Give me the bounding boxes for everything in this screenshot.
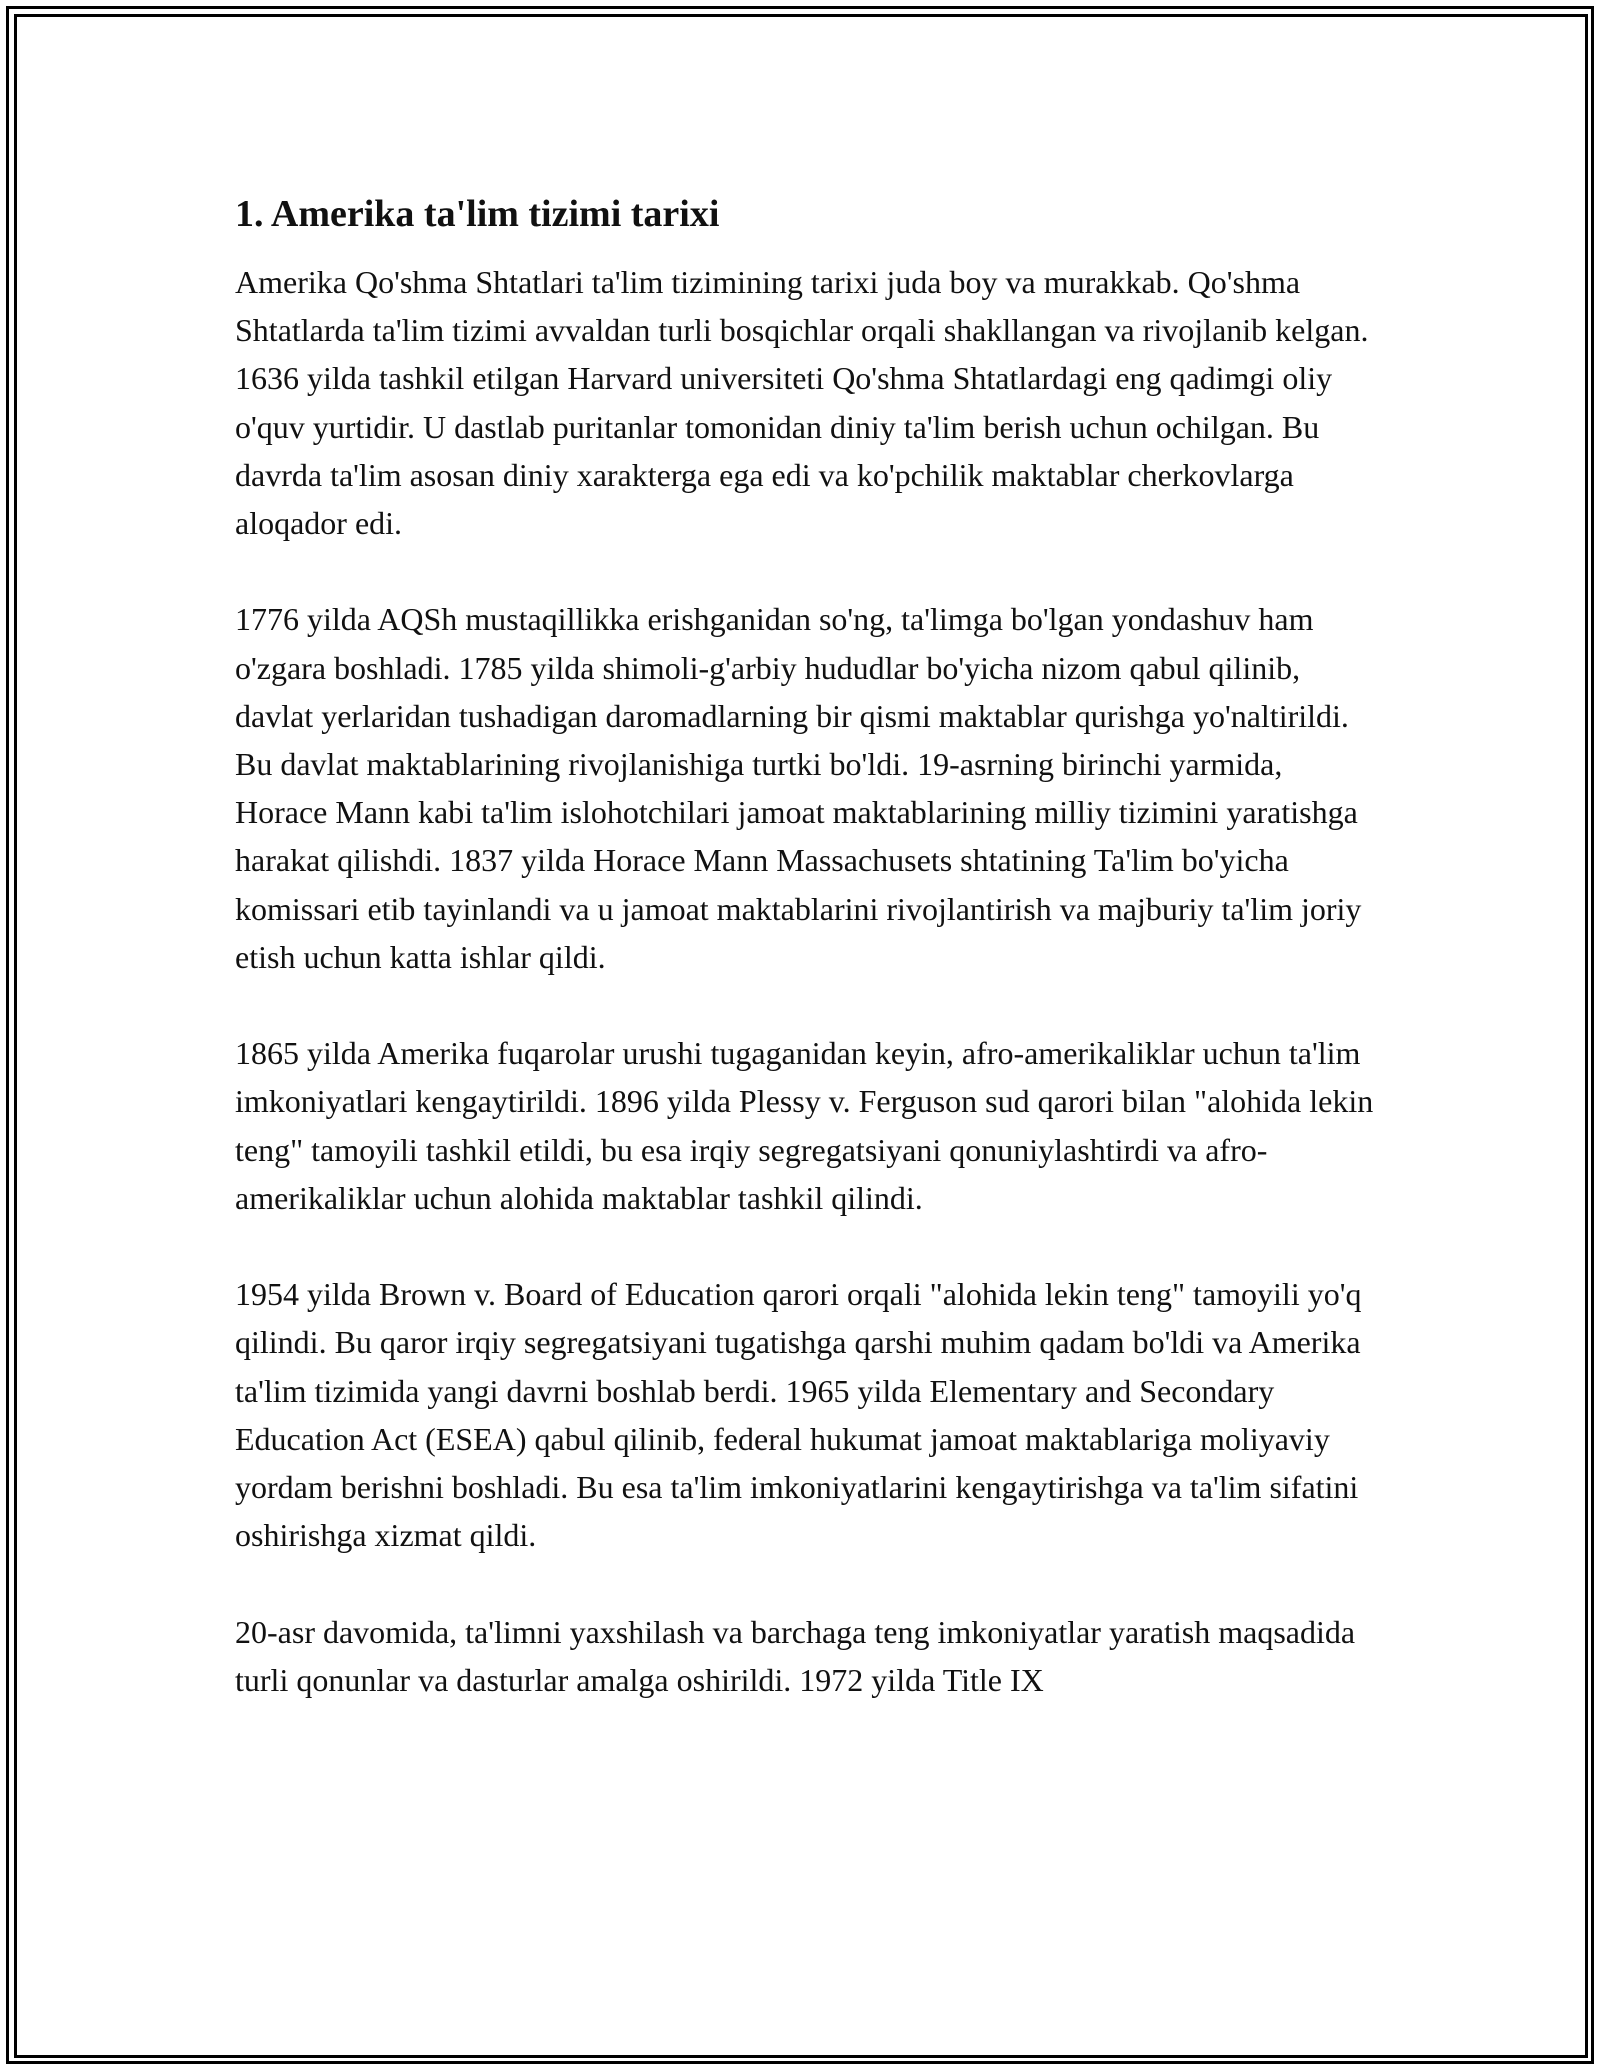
section-heading: 1. Amerika ta'lim tizimi tarixi bbox=[235, 193, 720, 235]
paragraph-5: 20-asr davomida, ta'limni yaxshilash va barchaga teng imkoniyatlar yaratish maqsadida turli qonunlar va dasturlar amalga oshirildi. 1972 yilda Title IX bbox=[235, 1613, 1356, 1698]
paragraph-2: 1776 yilda AQSh mustaqillikka erishganidan so'ng, ta'limga bo'lgan yondashuv ham o'zgara boshladi. 1785 yilda shimoli-g'arbiy hududlar bo'yicha nizom qabul qilinib, davlat yerlaridan tushadigan daromadlarning bir qismi maktablar qurishga yo'naltirildi. Bu davlat maktablarining rivojlanishiga turtki bo'ldi. 19-asrning birinchi yarmida, Horace Mann kabi ta'lim islohotchilari jamoat maktablarining milliy tizimini yaratishga harakat qilishdi. 1837 yilda Horace Mann Massachusets shtatining Ta'lim bo'yicha komissari etib tayinlandi va u jamoat maktablarini rivojlantirish va majburiy ta'lim joriy etish uchun katta ishlar qildi. bbox=[235, 601, 1362, 975]
paragraph-3: 1865 yilda Amerika fuqarolar urushi tugaganidan keyin, afro-amerikaliklar uchun ta'lim imkoniyatlari kengaytirildi. 1896 yilda Plessy v. Ferguson sud qarori bilan "alohida lekin teng" tamoyili tashkil etildi, bu esa irqiy segregatsiyani qonuniylashtirdi va afro-amerikaliklar uchun alohida maktablar tashkil qilindi. bbox=[235, 1035, 1374, 1216]
paragraph-4: 1954 yilda Brown v. Board of Education qarori orqali "alohida lekin teng" tamoyili yo'q qilindi. Bu qaror irqiy segregatsiyani tugatishga qarshi muhim qadam bo'ldi va Amerika ta'lim tizimida yangi davrni boshlab berdi. 1965 yilda Elementary and Secondary Education Act (ESEA) qabul qilinib, federal hukumat jamoat maktablariga moliyaviy yordam berishni boshladi. Bu esa ta'lim imkoniyatlarini kengaytirishga va ta'lim sifatini oshirishga xizmat qildi. bbox=[235, 1276, 1362, 1554]
document-body bbox=[235, 190, 1375, 1752]
paragraph-1: Amerika Qo'shma Shtatlari ta'lim tizimining tarixi juda boy va murakkab. Qo'shma Shtatlarda ta'lim tizimi avvaldan turli bosqichlar orqali shakllangan va rivojlanib kelgan. 1636 yilda tashkil etilgan Harvard universiteti Qo'shma Shtatlardagi eng qadimgi oliy o'quv yurtidir. U dastlab puritanlar tomonidan diniy ta'lim berish uchun ochilgan. Bu davrda ta'lim asosan diniy xarakterga ega edi va ko'pchilik maktablar cherkovlarga aloqador edi. bbox=[235, 264, 1369, 542]
